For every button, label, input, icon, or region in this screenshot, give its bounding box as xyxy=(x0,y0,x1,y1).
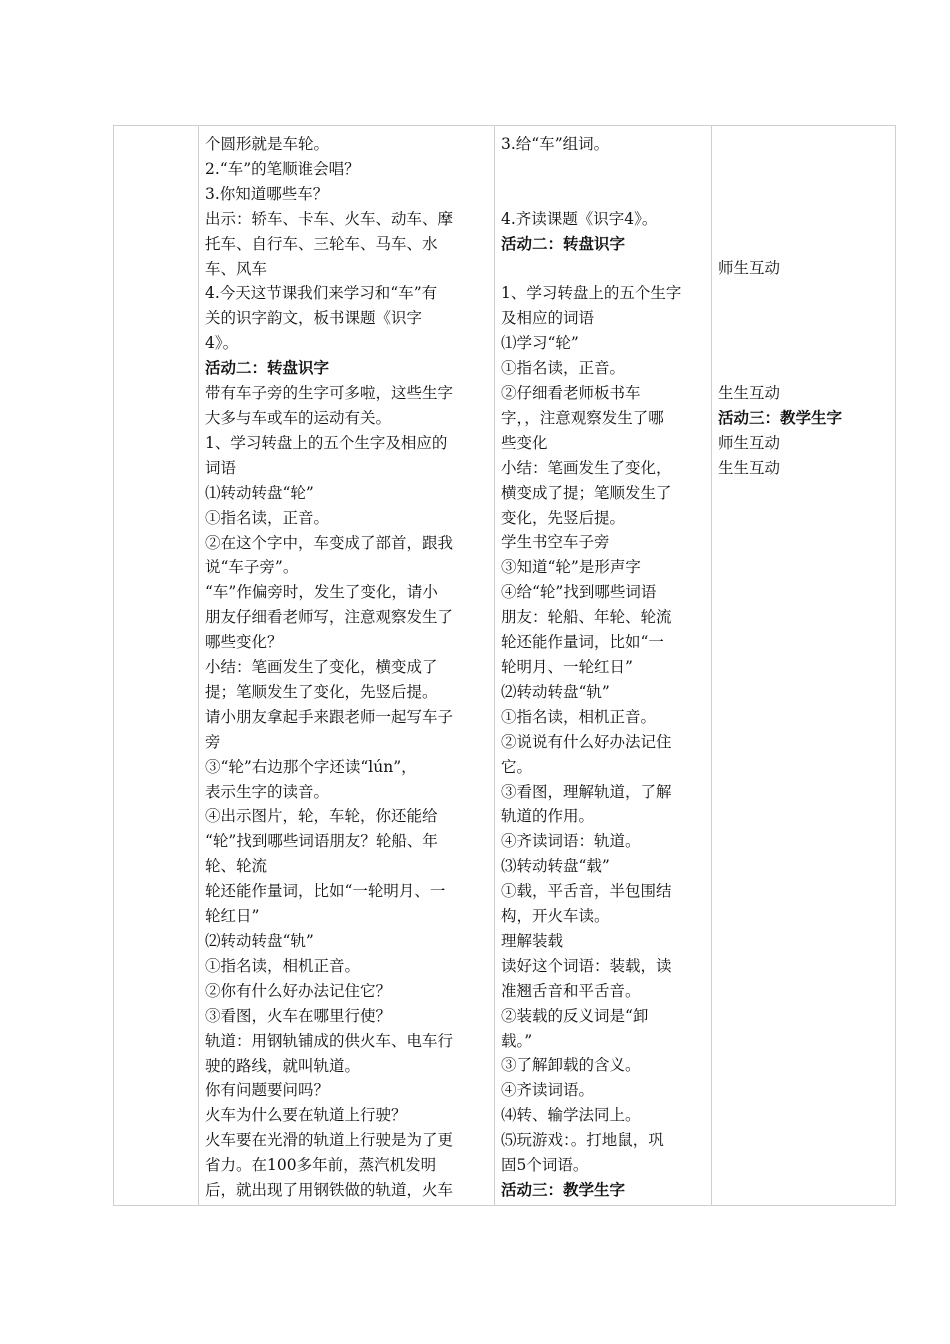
text-line: ③“轮”右边那个字还读“lún”， xyxy=(205,757,417,776)
text-line: 朋友：轮船、年轮、轮流 xyxy=(501,608,672,627)
text-line: 师生互动 xyxy=(718,433,781,452)
text-line xyxy=(718,132,889,157)
column-3-cell xyxy=(495,126,712,1206)
text-line: 横变成了提；笔顺发生了 xyxy=(501,483,672,502)
text-line: 3.你知道哪些车？ xyxy=(205,184,329,203)
text-line: 轨道的作用。 xyxy=(501,807,595,826)
text-line: 1、学习转盘上的五个生字 xyxy=(501,284,682,303)
text-line: 后，就出现了用钢铁做的轨道，火车 xyxy=(205,1181,454,1200)
text-line: 车、风车 xyxy=(205,259,268,278)
text-line: 请小朋友拿起手来跟老师一起写车子 xyxy=(205,707,454,726)
text-line: 带有车子旁的生字可多啦，这些生字 xyxy=(205,384,454,403)
text-line xyxy=(718,281,889,306)
text-line: ②说说有什么好办法记住 xyxy=(501,732,672,751)
text-line: ④出示图片，轮，车轮，你还能给 xyxy=(205,807,438,826)
text-line: 省力。在100多年前，蒸汽机发明 xyxy=(205,1156,437,1175)
text-line: ⑸玩游戏：。打地鼠，巩 xyxy=(501,1131,664,1150)
text-line: 小结：笔画发生了变化， xyxy=(501,458,672,477)
text-line: “车”作偏旁时，发生了变化，请小 xyxy=(205,583,438,602)
text-line: 哪些变化？ xyxy=(205,633,283,652)
text-line: 些变化 xyxy=(501,433,548,452)
section-heading: 活动三：教学生字 xyxy=(718,407,843,427)
section-heading: 活动三：教学生字 xyxy=(501,1180,626,1200)
text-line: ②在这个字中，车变成了部首，跟我 xyxy=(205,533,454,552)
text-line: ④给“轮”找到哪些词语 xyxy=(501,583,657,602)
text-line: 载。” xyxy=(501,1031,533,1050)
text-line: 轮明月、一轮红日” xyxy=(501,657,633,676)
text-line: 变化，先竖后提。 xyxy=(501,508,626,527)
text-line: ⑵转动转盘“轨” xyxy=(501,682,610,701)
text-line: 表示生字的读音。 xyxy=(205,782,330,801)
text-line: 学生书空车子旁 xyxy=(501,533,610,552)
text-line: ④齐读词语：轨道。 xyxy=(501,832,641,851)
text-line: 轮还能作量词，比如“一 xyxy=(501,633,664,652)
text-line xyxy=(718,356,889,381)
text-line: 词语 xyxy=(205,458,237,477)
text-line: 生生互动 xyxy=(718,383,781,402)
text-line: 提；笔顺发生了变化，先竖后提。 xyxy=(205,682,438,701)
text-line: ②装载的反义词是“卸 xyxy=(501,1006,649,1025)
text-line: 轮还能作量词，比如“一轮明月、一 xyxy=(205,882,446,901)
text-line: ①指名读，相机正音。 xyxy=(205,956,361,975)
text-line: 个圆形就是车轮。 xyxy=(205,135,330,153)
text-line xyxy=(718,331,889,356)
text-line: 准翘舌音和平舌音。 xyxy=(501,981,641,1000)
text-line: “轮”找到哪些词语朋友？轮船、年 xyxy=(205,832,438,851)
text-line xyxy=(501,257,705,282)
text-line: 轮红日” xyxy=(205,907,260,926)
text-line: ②你有什么好办法记住它？ xyxy=(205,981,392,1000)
text-line: ③知道“轮”是形声字 xyxy=(501,558,641,577)
text-line: 3.给“车”组词。 xyxy=(501,135,610,153)
text-line xyxy=(718,157,889,182)
text-line: 托车、自行车、三轮车、马车、水 xyxy=(205,234,438,253)
text-line: ⑶转动转盘“载” xyxy=(501,857,610,876)
text-line: 构，开火车读。 xyxy=(501,907,610,926)
text-line: 你有问题要问吗？ xyxy=(205,1081,330,1100)
text-line: 理解装载 xyxy=(501,931,564,950)
text-line: ①载，平舌音，半包围结 xyxy=(501,882,672,901)
text-line: 说“车子旁”。 xyxy=(205,558,299,577)
text-line xyxy=(501,157,705,182)
text-line: ②仔细看老师板书车 xyxy=(501,384,641,403)
text-line: 2.“车”的笔顺谁会唱？ xyxy=(205,159,360,178)
lesson-plan-table xyxy=(113,125,896,1206)
text-line: 关的识字韵文，板书课题《识字 xyxy=(205,309,423,328)
text-line: 及相应的词语 xyxy=(501,309,595,328)
text-line: 轨道：用钢轨铺成的供火车、电车行 xyxy=(205,1031,454,1050)
text-line: 生生互动 xyxy=(718,458,781,477)
text-line: ③看图，火车在哪里行使？ xyxy=(205,1006,392,1025)
text-line: ①指名读，相机正音。 xyxy=(501,707,657,726)
text-line: 大多与车或车的运动有关。 xyxy=(205,408,392,427)
text-line xyxy=(718,232,889,257)
text-line: ⑴学习“轮” xyxy=(501,334,579,353)
section-heading: 活动二：转盘识字 xyxy=(501,233,626,253)
table-row xyxy=(114,126,896,1206)
text-line: 它。 xyxy=(501,757,533,776)
text-line: 驶的路线，就叫轨道。 xyxy=(205,1056,361,1075)
text-line: ⑴转动转盘“轮” xyxy=(205,483,314,502)
text-line: 4.今天这节课我们来学习和“车”有 xyxy=(205,284,438,303)
text-line: ⑷转、输学法同上。 xyxy=(501,1106,641,1125)
text-line: ⑵转动转盘“轨” xyxy=(205,932,314,950)
column-1-cell xyxy=(114,126,199,1206)
text-line: 轮、轮流 xyxy=(205,857,268,876)
text-line: ③了解卸载的含义。 xyxy=(501,1056,641,1075)
text-line: 火车要在光滑的轨道上行驶是为了更 xyxy=(205,1131,454,1150)
column-2-cell xyxy=(199,126,495,1206)
text-line xyxy=(501,182,705,207)
text-line: ①指名读，正音。 xyxy=(501,359,626,378)
text-line: 小结：笔画发生了变化，横变成了 xyxy=(205,658,438,677)
text-line xyxy=(718,207,889,232)
text-line: 1、学习转盘上的五个生字及相应的 xyxy=(205,433,448,452)
text-line: 师生互动 xyxy=(718,259,781,278)
text-line: 固5个词语。 xyxy=(501,1156,589,1175)
text-line: 4.齐读课题《识字4》。 xyxy=(501,209,658,228)
text-line: ④齐读词语。 xyxy=(501,1081,595,1100)
text-line: 朋友仔细看老师写，注意观察发生了 xyxy=(205,608,454,627)
text-line: 出示：轿车、卡车、火车、动车、摩 xyxy=(205,209,454,228)
column-4-cell xyxy=(712,126,896,1206)
text-line: 读好这个词语：装载，读 xyxy=(501,956,672,975)
section-heading: 活动二：转盘识字 xyxy=(205,358,330,378)
text-line: ①指名读，正音。 xyxy=(205,508,330,527)
text-line: ③看图，理解轨道，了解 xyxy=(501,782,672,801)
text-line xyxy=(718,306,889,331)
text-line: 字，，注意观察发生了哪 xyxy=(501,408,664,427)
text-line: 4》。 xyxy=(205,334,239,353)
text-line xyxy=(718,182,889,207)
text-line: 旁 xyxy=(205,732,221,751)
text-line: 火车为什么要在轨道上行驶？ xyxy=(205,1106,407,1125)
